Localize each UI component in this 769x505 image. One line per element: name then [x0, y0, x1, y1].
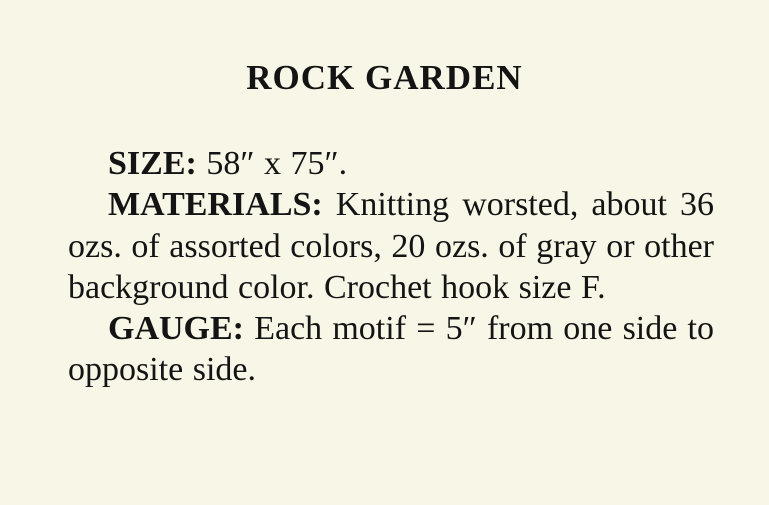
gauge-text: Each motif = 5″ from one side to opposite side. [68, 310, 714, 389]
materials-label: MATERIALS: [108, 186, 323, 224]
gauge-paragraph [68, 308, 714, 391]
size-paragraph [68, 143, 714, 184]
gauge-label: GAUGE: [108, 310, 244, 348]
size-label: SIZE: [108, 145, 197, 182]
size-text: 58″ x 75″. [196, 145, 348, 182]
materials-text: Knitting worsted, about 36 ozs. of assorted colors, 20 ozs. of gray or other background color. Crochet hook size F. [68, 186, 714, 306]
pattern-title: ROCK GARDEN [246, 58, 523, 97]
pattern-specs [68, 143, 714, 391]
materials-paragraph [68, 184, 714, 308]
